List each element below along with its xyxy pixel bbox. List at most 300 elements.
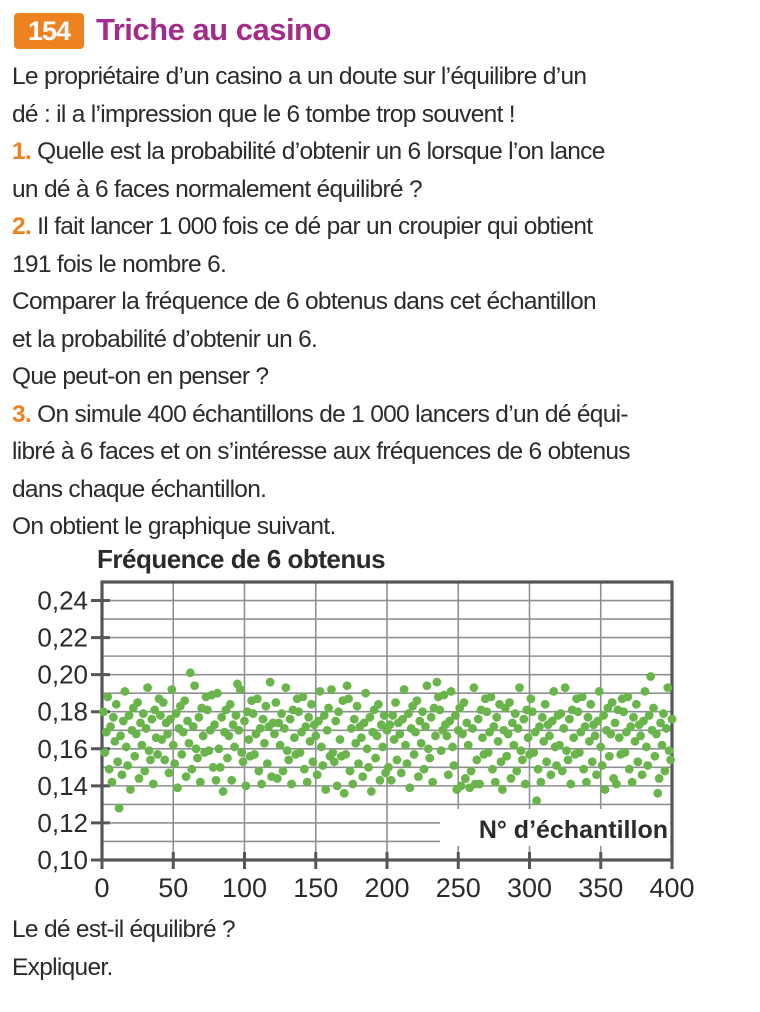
data-point — [263, 759, 272, 768]
data-point — [343, 681, 352, 690]
data-point — [668, 715, 677, 724]
data-point — [487, 693, 496, 702]
data-point — [564, 756, 573, 765]
data-point — [431, 731, 440, 740]
text-line: dé : il a l’impression que le 6 tombe trop souvent ! — [12, 100, 515, 128]
data-point — [371, 754, 380, 763]
text-line: un dé à 6 faces normalement équilibré ? — [12, 175, 422, 203]
data-point — [187, 765, 196, 774]
data-point — [279, 767, 288, 776]
data-point — [565, 715, 574, 724]
data-point — [608, 698, 617, 707]
data-point — [528, 707, 537, 716]
data-point — [509, 741, 518, 750]
text-line: On obtient le graphique suivant. — [12, 513, 336, 540]
x-tick-label: 200 — [364, 873, 410, 903]
data-point — [366, 713, 375, 722]
data-point — [542, 757, 551, 766]
data-point — [341, 750, 350, 759]
data-point — [173, 783, 182, 792]
data-point — [638, 770, 647, 779]
data-point — [358, 772, 367, 781]
data-point — [120, 687, 129, 696]
data-point — [606, 730, 615, 739]
data-point — [270, 730, 279, 739]
data-point — [645, 711, 654, 720]
data-point — [599, 711, 608, 720]
chart-title: Fréquence de 6 obtenus — [97, 544, 386, 574]
data-point — [502, 752, 511, 761]
text-line: Le dé est-il équilibré ? — [12, 916, 235, 943]
data-point — [484, 748, 493, 757]
data-point — [192, 744, 201, 753]
data-point — [660, 767, 669, 776]
data-point — [535, 722, 544, 731]
data-point — [227, 776, 236, 785]
data-point — [130, 752, 139, 761]
data-point — [256, 724, 265, 733]
data-point — [283, 746, 292, 755]
data-point — [385, 720, 394, 729]
data-point — [652, 730, 661, 739]
data-point — [244, 735, 253, 744]
data-point — [378, 743, 387, 752]
data-point — [566, 780, 575, 789]
data-point — [641, 687, 650, 696]
data-point — [149, 780, 158, 789]
data-point — [138, 741, 147, 750]
data-point — [512, 767, 521, 776]
x-tick-label: 350 — [578, 873, 624, 903]
data-point — [387, 776, 396, 785]
data-point — [562, 746, 571, 755]
data-point — [629, 713, 638, 722]
data-point — [224, 731, 233, 740]
data-point — [354, 759, 363, 768]
data-point — [126, 785, 135, 794]
data-point — [420, 765, 429, 774]
data-point — [115, 804, 124, 813]
data-point — [125, 711, 134, 720]
y-tick-label: 0,20 — [37, 659, 88, 690]
data-point — [331, 717, 340, 726]
data-point — [313, 770, 322, 779]
data-point — [605, 752, 614, 761]
data-point — [524, 733, 533, 742]
data-point — [663, 683, 672, 692]
data-point — [317, 743, 326, 752]
data-point — [507, 774, 516, 783]
data-point — [361, 689, 370, 698]
data-point — [167, 685, 176, 694]
exercise-number-badge: 154 — [14, 13, 84, 49]
data-point — [146, 756, 155, 765]
data-point — [266, 678, 275, 687]
data-point — [575, 748, 584, 757]
data-point — [350, 715, 359, 724]
y-tick-label: 0,18 — [37, 696, 88, 727]
data-point — [182, 772, 191, 781]
question-text — [12, 911, 756, 986]
data-point — [468, 724, 477, 733]
data-point — [666, 756, 675, 765]
data-point — [659, 709, 668, 718]
data-point — [226, 700, 235, 709]
data-point — [193, 754, 202, 763]
data-point — [623, 693, 632, 702]
data-point — [271, 698, 280, 707]
data-point — [404, 709, 413, 718]
data-point — [133, 698, 142, 707]
data-point — [261, 702, 270, 711]
data-point — [494, 737, 503, 746]
x-tick-label: 50 — [158, 873, 189, 903]
data-point — [447, 687, 456, 696]
data-point — [391, 698, 400, 707]
data-point — [588, 757, 597, 766]
data-point — [424, 744, 433, 753]
text-line: 1. Quelle est la probabilité d’obtenir un 6 lorsque l’on lance — [12, 138, 605, 165]
data-point — [301, 722, 310, 731]
data-point — [478, 733, 487, 742]
data-point — [185, 739, 194, 748]
data-point — [633, 757, 642, 766]
data-point — [427, 713, 436, 722]
data-point — [584, 713, 593, 722]
data-point — [488, 765, 497, 774]
data-point — [105, 765, 114, 774]
data-point — [598, 761, 607, 770]
item-number: 2. — [12, 213, 38, 240]
data-point — [106, 722, 115, 731]
data-point — [219, 787, 228, 796]
data-point — [286, 715, 295, 724]
text-line: Que peut-on en penser ? — [12, 363, 269, 390]
data-point — [299, 693, 308, 702]
data-point — [169, 741, 178, 750]
y-tick-label: 0,16 — [37, 733, 88, 764]
data-point — [561, 683, 570, 692]
data-point — [489, 722, 498, 731]
data-point — [395, 730, 404, 739]
data-point — [196, 778, 205, 787]
data-point — [579, 765, 588, 774]
data-point — [253, 694, 262, 703]
x-tick-label: 0 — [94, 873, 110, 903]
data-point — [651, 752, 660, 761]
data-point — [346, 767, 355, 776]
scatter-chart — [0, 565, 760, 910]
text-line: 191 fois le nombre 6. — [12, 250, 227, 278]
data-point — [421, 722, 430, 731]
data-point — [177, 750, 186, 759]
data-point — [411, 728, 420, 737]
data-point — [273, 774, 282, 783]
data-point — [330, 757, 339, 766]
data-point — [592, 770, 601, 779]
data-point — [281, 683, 290, 692]
data-point — [100, 748, 109, 757]
data-point — [556, 709, 565, 718]
data-point — [519, 715, 528, 724]
data-point — [327, 685, 336, 694]
data-point — [348, 780, 357, 789]
data-point — [232, 711, 241, 720]
data-point — [514, 724, 523, 733]
data-point — [217, 713, 226, 722]
data-point — [240, 717, 249, 726]
data-point — [307, 700, 316, 709]
data-point — [460, 698, 469, 707]
data-point — [432, 678, 441, 687]
data-point — [504, 730, 513, 739]
data-point — [662, 724, 671, 733]
data-point — [555, 741, 564, 750]
data-point — [284, 756, 293, 765]
data-point — [658, 741, 667, 750]
data-point — [116, 731, 125, 740]
data-point — [340, 789, 349, 798]
data-point — [578, 693, 587, 702]
data-point — [113, 757, 122, 766]
data-point — [195, 713, 204, 722]
data-point — [135, 774, 144, 783]
data-point — [405, 783, 414, 792]
data-point — [172, 709, 181, 718]
text-line: 3. On simule 400 échantillons de 1 000 lancers d’un dé équi- — [12, 400, 628, 428]
data-point — [204, 746, 213, 755]
data-point — [139, 709, 148, 718]
x-tick-label: 300 — [506, 873, 553, 903]
data-point — [363, 744, 372, 753]
text-line: Comparer la fréquence de 6 obtenus dans cet échantillon — [12, 288, 596, 315]
data-point — [142, 724, 151, 733]
data-point — [517, 746, 526, 755]
data-point — [619, 707, 628, 716]
data-point — [400, 685, 409, 694]
data-point — [569, 733, 578, 742]
data-point — [475, 780, 484, 789]
data-point — [300, 765, 309, 774]
x-axis-label: N° d’échantillon — [478, 816, 668, 844]
data-point — [470, 683, 479, 692]
data-point — [223, 754, 232, 763]
x-tick-label: 400 — [649, 873, 695, 903]
data-point — [143, 683, 152, 692]
data-point — [410, 750, 419, 759]
data-point — [112, 700, 121, 709]
data-point — [498, 785, 507, 794]
data-point — [334, 707, 343, 716]
data-point — [234, 726, 243, 735]
data-point — [537, 778, 546, 787]
data-point — [212, 776, 221, 785]
data-point — [529, 748, 538, 757]
data-point — [518, 756, 527, 765]
data-point — [464, 741, 473, 750]
data-point — [357, 733, 366, 742]
data-point — [99, 707, 108, 716]
data-point — [163, 730, 172, 739]
data-point — [442, 731, 451, 740]
exercise-title: Triche au casino — [96, 12, 331, 47]
data-point — [505, 698, 514, 707]
data-point — [109, 713, 118, 722]
data-point — [153, 750, 162, 759]
data-point — [626, 722, 635, 731]
data-point — [190, 681, 199, 690]
data-point — [612, 780, 621, 789]
data-point — [511, 709, 520, 718]
data-point — [287, 780, 296, 789]
data-point — [417, 739, 426, 748]
exercise-statement — [12, 58, 756, 546]
data-point — [474, 715, 483, 724]
data-point — [280, 724, 289, 733]
data-point — [628, 778, 637, 787]
data-point — [467, 767, 476, 776]
data-point — [581, 722, 590, 731]
data-point — [239, 757, 248, 766]
data-point — [601, 785, 610, 794]
data-point — [236, 685, 245, 694]
text-line: et la probabilité d’obtenir un 6. — [12, 325, 318, 353]
data-point — [448, 743, 457, 752]
data-point — [294, 707, 303, 716]
data-point — [160, 756, 169, 765]
text-line: Expliquer. — [12, 953, 113, 981]
data-point — [242, 781, 251, 790]
data-point — [159, 698, 168, 707]
data-point — [353, 702, 362, 711]
data-point — [374, 700, 383, 709]
data-point — [643, 761, 652, 770]
data-point — [632, 700, 641, 709]
text-line: Le propriétaire d’un casino a un doute sur l’équilibre d’un — [12, 63, 587, 90]
data-point — [318, 761, 327, 770]
data-point — [655, 774, 664, 783]
data-point — [324, 704, 333, 713]
data-point — [444, 770, 453, 779]
data-point — [397, 768, 406, 777]
data-point — [646, 672, 655, 681]
data-point — [333, 781, 342, 790]
data-point — [595, 687, 604, 696]
data-point — [250, 750, 259, 759]
data-point — [145, 746, 154, 755]
data-point — [321, 785, 330, 794]
data-point — [140, 767, 149, 776]
data-point — [541, 700, 550, 709]
data-point — [615, 733, 624, 742]
data-point — [546, 770, 555, 779]
data-point — [591, 731, 600, 740]
data-point — [323, 726, 332, 735]
data-point — [437, 746, 446, 755]
data-point — [625, 765, 634, 774]
data-point — [132, 730, 141, 739]
data-point — [545, 731, 554, 740]
item-number: 3. — [12, 400, 38, 428]
data-point — [457, 781, 466, 790]
data-point — [450, 761, 459, 770]
data-point — [472, 756, 481, 765]
data-point — [214, 744, 223, 753]
data-point — [428, 778, 437, 787]
data-point — [458, 730, 467, 739]
data-point — [414, 772, 423, 781]
data-point — [210, 720, 219, 729]
data-point — [203, 705, 212, 714]
data-point — [309, 757, 318, 766]
x-tick-label: 100 — [221, 873, 268, 903]
data-point — [492, 713, 501, 722]
data-point — [532, 796, 541, 805]
text-line: dans chaque échantillon. — [12, 475, 267, 503]
data-point — [538, 713, 547, 722]
data-point — [296, 748, 305, 757]
data-point — [642, 743, 651, 752]
data-point — [347, 724, 356, 733]
data-point — [213, 689, 222, 698]
data-point — [401, 741, 410, 750]
data-point — [277, 709, 286, 718]
data-point — [254, 767, 263, 776]
data-point — [122, 743, 131, 752]
data-point — [304, 713, 313, 722]
data-point — [413, 696, 422, 705]
data-point — [388, 711, 397, 720]
data-point — [147, 715, 156, 724]
data-point — [461, 774, 470, 783]
data-point — [373, 731, 382, 740]
data-point — [328, 748, 337, 757]
data-point — [491, 778, 500, 787]
data-point — [549, 687, 558, 696]
data-point — [451, 711, 460, 720]
text-line: 2. Il fait lancer 1 000 fois ce dé par un croupier qui obtient — [12, 213, 593, 240]
data-point — [180, 696, 189, 705]
y-tick-label: 0,12 — [37, 807, 88, 838]
data-point — [260, 739, 269, 748]
data-point — [403, 759, 412, 768]
data-point — [636, 731, 645, 740]
data-point — [665, 746, 674, 755]
data-point — [393, 756, 402, 765]
data-point — [249, 709, 258, 718]
data-point — [216, 763, 225, 772]
x-tick-label: 250 — [435, 873, 481, 903]
y-tick-label: 0,14 — [37, 770, 88, 801]
y-tick-label: 0,24 — [37, 585, 88, 616]
data-point — [649, 704, 658, 713]
data-point — [364, 763, 373, 772]
data-point — [586, 700, 595, 709]
data-point — [103, 693, 112, 702]
data-point — [311, 731, 320, 740]
data-point — [108, 778, 117, 787]
data-point — [320, 711, 329, 720]
data-point — [179, 728, 188, 737]
data-point — [558, 767, 567, 776]
data-point — [259, 715, 268, 724]
data-point — [611, 718, 620, 727]
data-point — [559, 724, 568, 733]
data-point — [534, 765, 543, 774]
data-point — [425, 754, 434, 763]
data-point — [199, 731, 208, 740]
data-point — [574, 707, 583, 716]
